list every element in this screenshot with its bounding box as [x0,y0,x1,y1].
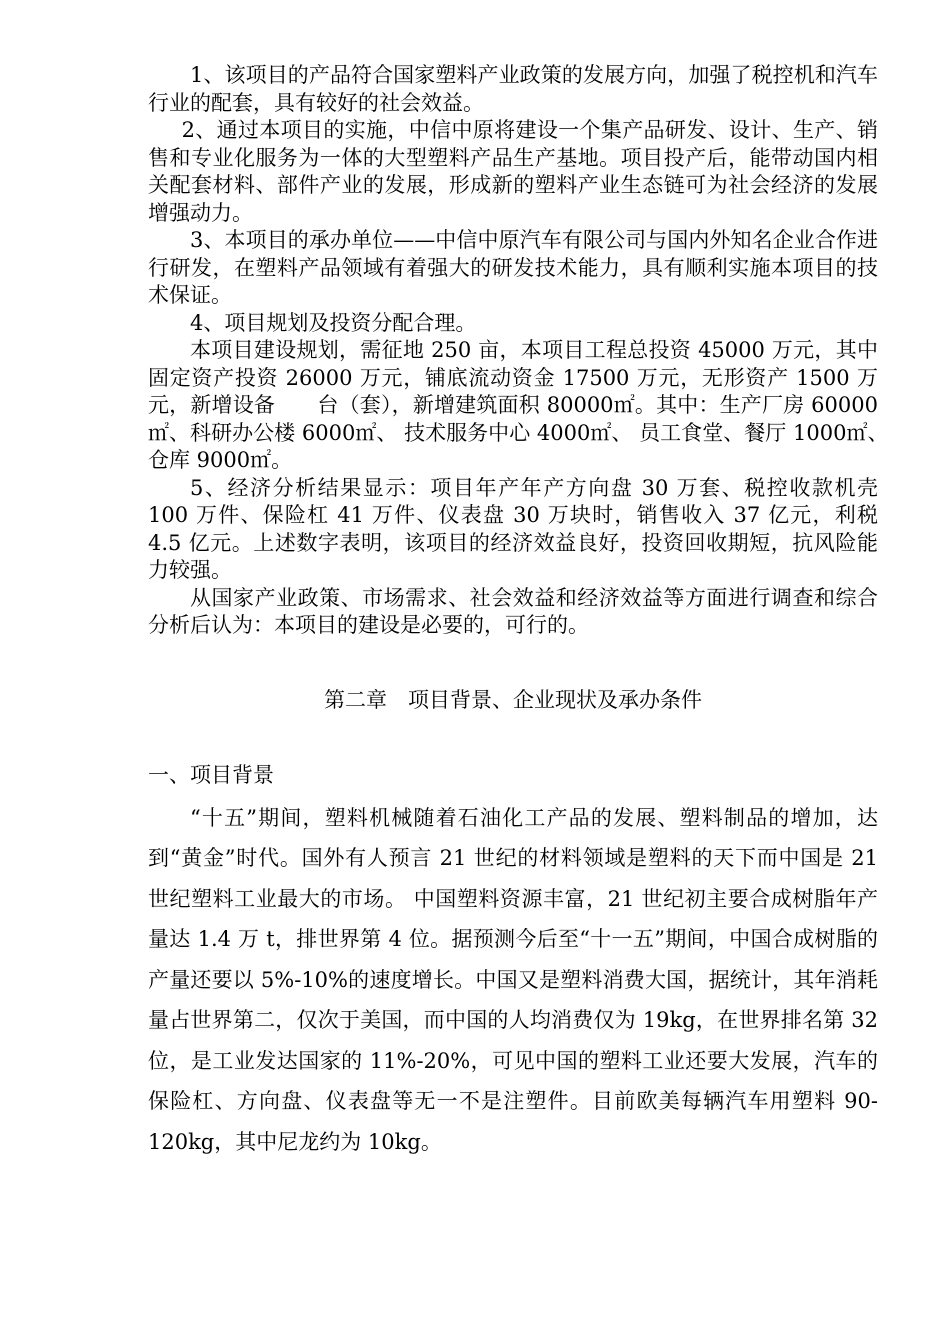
document-page [148,62,899,1162]
paragraph-conclusion-4: 4、项目规划及投资分配合理。 [190,310,477,335]
paragraph-investment-plan: 本项目建设规划，需征地 250 亩，本项目工程总投资 45000 万元，其中固定资产投资 26000 万元，铺底流动资金 17500 万元，无形资产 1500 万元，新增设备 台（套），新增建筑面积 80000㎡。其中：生产厂房 60000㎡、科研办公楼 6000㎡、 技术服务中心 4000㎡、 员工食堂、餐厅 1000㎡、 仓库 9000㎡。 [148,338,899,472]
paragraph-conclusion-1: 1、该项目的产品符合国家塑料产业政策的发展方向，加强了税控机和汽车行业的配套，具有较好的社会效益。 [148,63,878,115]
paragraph-conclusion-5: 5、经济分析结果显示：项目年产年产方向盘 30 万套、税控收款机壳 100 万件、保险杠 41 万件、仪表盘 30 万块时，销售收入 37 亿元，利税 4.5 亿元。上述数字表明，该项目的经济效益良好，投资回收期短，抗风险能力较强。 [148,475,878,582]
section-title: 一、项目背景 [148,762,274,787]
paragraph-conclusion-2: 2、通过本项目的实施，中信中原将建设一个集产品研发、设计、生产、销售和专业化服务为一体的大型塑料产品生产基地。项目投产后，能带动国内相关配套材料、部件产业的发展，形成新的塑料产业生态链可为社会经济的发展增强动力。 [148,118,878,225]
paragraph-background: “十五”期间，塑料机械随着石油化工产品的发展、塑料制品的增加，达到“黄金”时代。国外有人预言 21 世纪的材料领域是塑料的天下而中国是 21 世纪塑料工业最大的市场。 中国塑料资源丰富，21 世纪初主要合成树脂年产量达 1.4 万 t，排世界第 4 位。据预测今后至“十一五”期间，中国合成树脂的产量还要以 5%-10%的速度增长。中国又是塑料消费大国，据统计，其年消耗量占世界第二，仅次于美国，而中国的人均消费仅为 19kg，在世界排名第 32 位，是工业发达国家的 11%-20%，可见中国的塑料工业还要大发展，汽车的保险杠、方向盘、仪表盘等无一不是注塑件。目前欧美每辆汽车用塑料 90-120kg，其中尼龙约为 10kg。 [148,805,878,1154]
paragraph-conclusion-3: 3、本项目的承办单位——中信中原汽车有限公司与国内外知名企业合作进行研发，在塑料产品领域有着强大的研发技术能力，具有顺利实施本项目的技术保证。 [148,228,878,307]
chapter-title: 第二章 项目背景、企业现状及承办条件 [324,687,702,712]
paragraph-summary: 从国家产业政策、市场需求、社会效益和经济效益等方面进行调查和综合分析后认为：本项目的建设是必要的，可行的。 [148,585,878,637]
